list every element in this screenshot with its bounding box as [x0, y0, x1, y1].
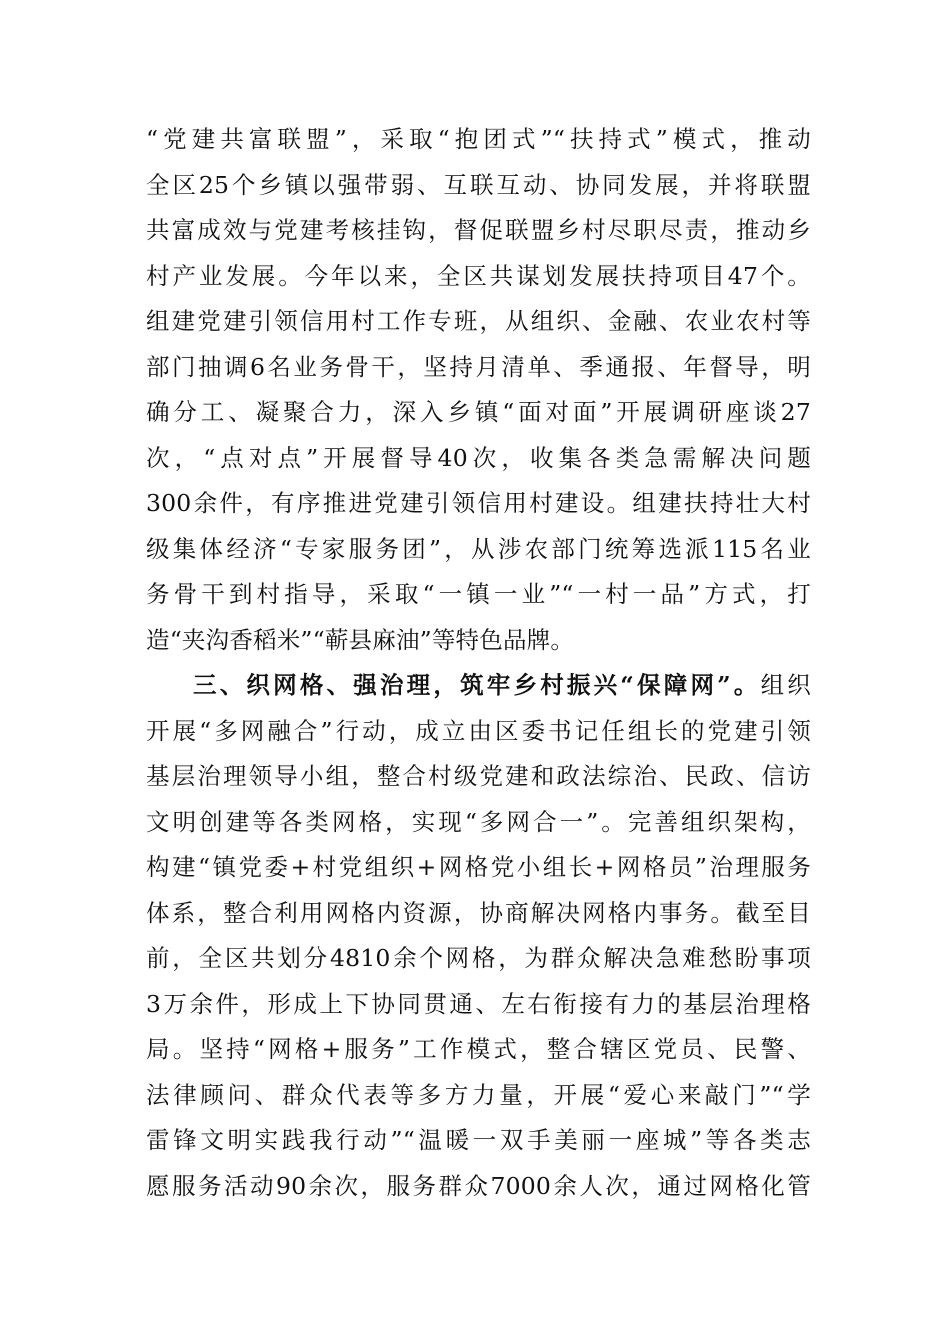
text-line: 3万余件，形成上下协同贯通、左右衔接有力的基层治理格	[146, 989, 811, 1018]
text-line: 次，“点对点”开展督导40次，收集各类急需解决问题	[146, 443, 811, 472]
text-line: 组建党建引领信用村工作专班，从组织、金融、农业农村等	[146, 307, 811, 335]
text-line: “党建共富联盟”，采取“抱团式”“扶持式”模式，推动	[146, 125, 811, 153]
text-line: 开展“多网融合”行动，成立由区委书记任组长的党建引领	[146, 716, 811, 745]
text-line: 愿服务活动90余次，服务群众7000余人次，通过网格化管	[146, 1171, 811, 1200]
text-line: 部门抽调6名业务骨干，坚持月清单、季通报、年督导，明	[146, 352, 811, 381]
section-heading-line	[146, 663, 811, 709]
text-line: 文明创建等各类网格，实现“多网合一”。完善组织架构，	[146, 807, 811, 836]
section-heading-continuation: 组织	[760, 671, 812, 699]
text-line: 级集体经济“专家服务团”，从涉农部门统筹选派115名业	[146, 534, 811, 563]
text-line: 法律顾问、群众代表等多方力量，开展“爱心来敲门”“学	[146, 1080, 811, 1109]
text-line: 构建“镇党委+村党组织+网格党小组长+网格员”治理服务	[146, 853, 811, 881]
text-line: 村产业发展。今年以来，全区共谋划发展扶持项目47个。	[146, 261, 811, 290]
text-line: 前，全区共划分4810余个网格，为群众解决急难愁盼事项	[146, 944, 811, 972]
text-line: 局。坚持“网格+服务”工作模式，整合辖区党员、民警、	[146, 1035, 811, 1063]
text-line: 体系，整合利用网格内资源，协商解决网格内事务。截至目	[146, 898, 811, 927]
text-line: 全区25个乡镇以强带弱、互联互动、协同发展，并将联盟	[146, 170, 811, 199]
text-line: 基层治理领导小组，整合村级党建和政法综治、民政、信访	[146, 762, 811, 790]
text-line: 雷锋文明实践我行动”“温暖一双手美丽一座城”等各类志	[146, 1126, 811, 1154]
body-text	[146, 117, 811, 1209]
text-line: 共富成效与党建考核挂钩，督促联盟乡村尽职尽责，推动乡	[146, 216, 811, 244]
text-line: 造“夹沟香稻米”“蕲县麻油”等特色品牌。	[146, 625, 575, 654]
text-line: 300余件，有序推进党建引领信用村建设。组建扶持壮大村	[146, 489, 811, 517]
section-heading: 三、织网格、强治理，筑牢乡村振兴“保障网”。	[193, 671, 761, 699]
text-line: 确分工、凝聚合力，深入乡镇“面对面”开展调研座谈27	[146, 398, 811, 426]
text-line: 务骨干到村指导，采取“一镇一业”“一村一品”方式，打	[146, 580, 811, 608]
